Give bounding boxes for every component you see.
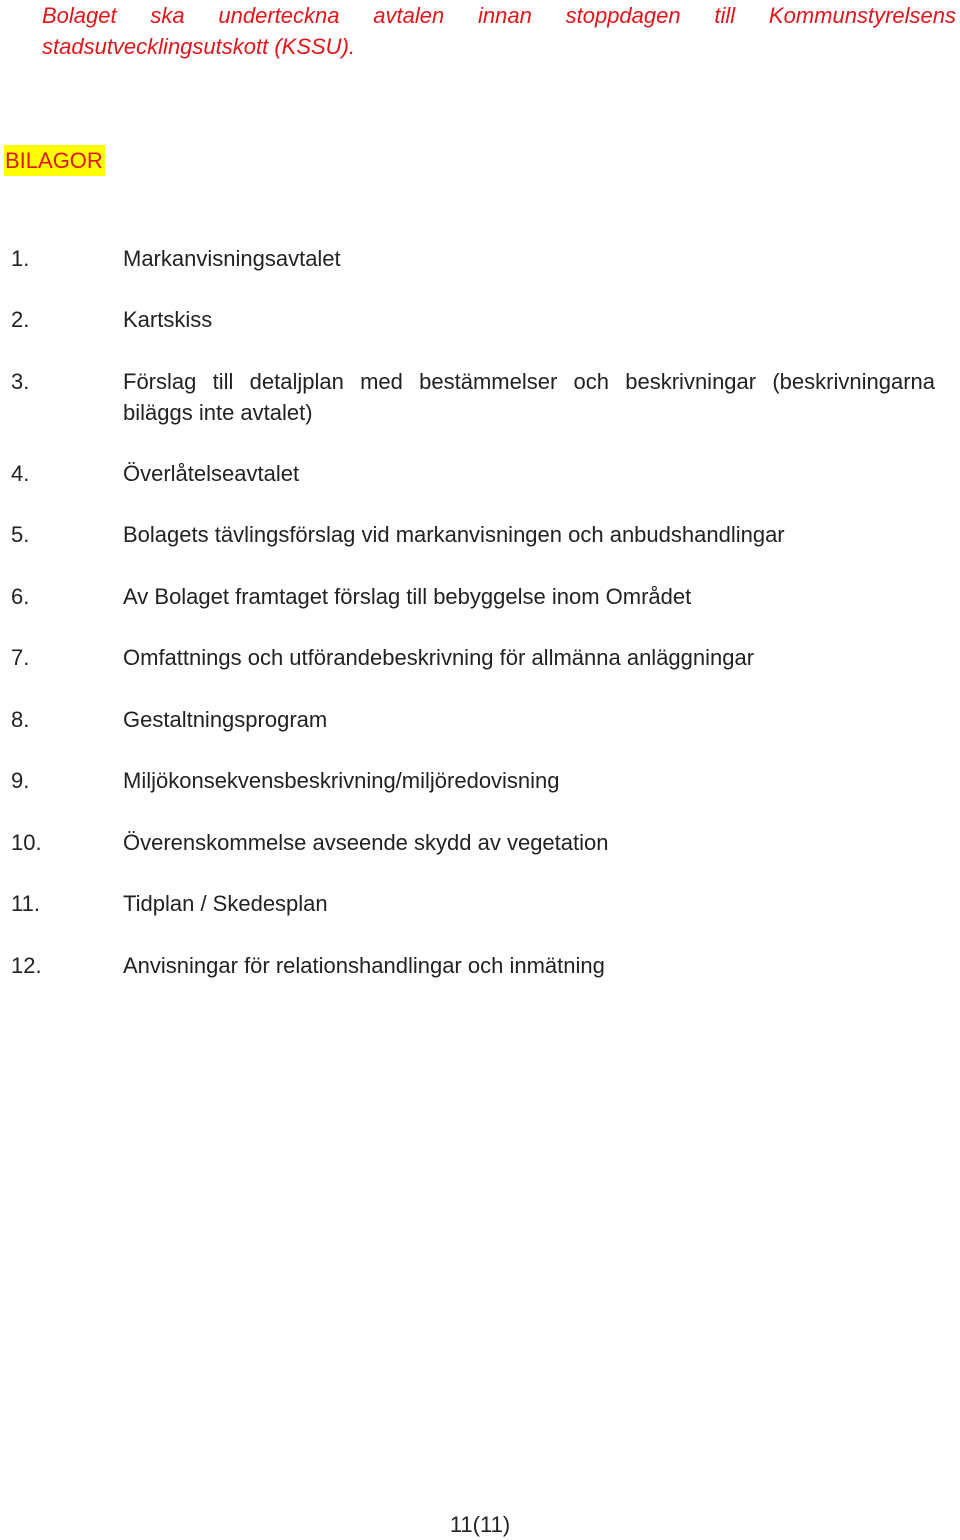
intro-paragraph: Bolaget ska underteckna avtalen innan stoppdagen till Kommunstyrelsens stadsutvecklingsutskott (KSSU). xyxy=(42,3,956,59)
list-item-text: Av Bolaget framtaget förslag till bebyggelse inom Området xyxy=(123,584,692,609)
page-number: 11(11) xyxy=(449,1512,511,1537)
list-item-number: 1. xyxy=(11,246,30,271)
list-item-text: Kartskiss xyxy=(123,307,213,332)
list-item-number: 8. xyxy=(11,707,30,732)
list-item-text: Anvisningar för relationshandlingar och inmätning xyxy=(123,953,605,978)
list-item-text: Bolagets tävlingsförslag vid markanvisningen och anbudshandlingar xyxy=(123,522,785,547)
list-item-text: Omfattnings och utförandebeskrivning för allmänna anläggningar xyxy=(123,645,755,670)
list-item-number: 5. xyxy=(11,522,30,547)
list-item-text: Gestaltningsprogram xyxy=(123,707,328,732)
list-item-number: 12. xyxy=(11,953,42,978)
list-item-number: 3. xyxy=(11,369,30,394)
attachments-heading: BILAGOR xyxy=(4,145,105,176)
list-item-text: Överenskommelse avseende skydd av vegetation xyxy=(123,830,609,855)
list-item-number: 11. xyxy=(11,891,40,916)
list-item-number: 10. xyxy=(11,830,42,855)
list-item-number: 7. xyxy=(11,645,30,670)
list-item-text: Överlåtelseavtalet xyxy=(123,461,300,486)
list-item-number: 4. xyxy=(11,461,30,486)
list-item-number: 6. xyxy=(11,584,30,609)
list-item-text: Tidplan / Skedesplan xyxy=(123,891,328,916)
list-item-text: Miljökonsekvensbeskrivning/miljöredovisning xyxy=(123,768,560,793)
list-item-number: 9. xyxy=(11,768,30,793)
list-item-text: Markanvisningsavtalet xyxy=(123,246,341,271)
list-item-text: Förslag till detaljplan med bestämmelser och beskrivningar (beskrivningarna biläggs inte avtalet) xyxy=(123,369,935,425)
list-item-number: 2. xyxy=(11,307,30,332)
